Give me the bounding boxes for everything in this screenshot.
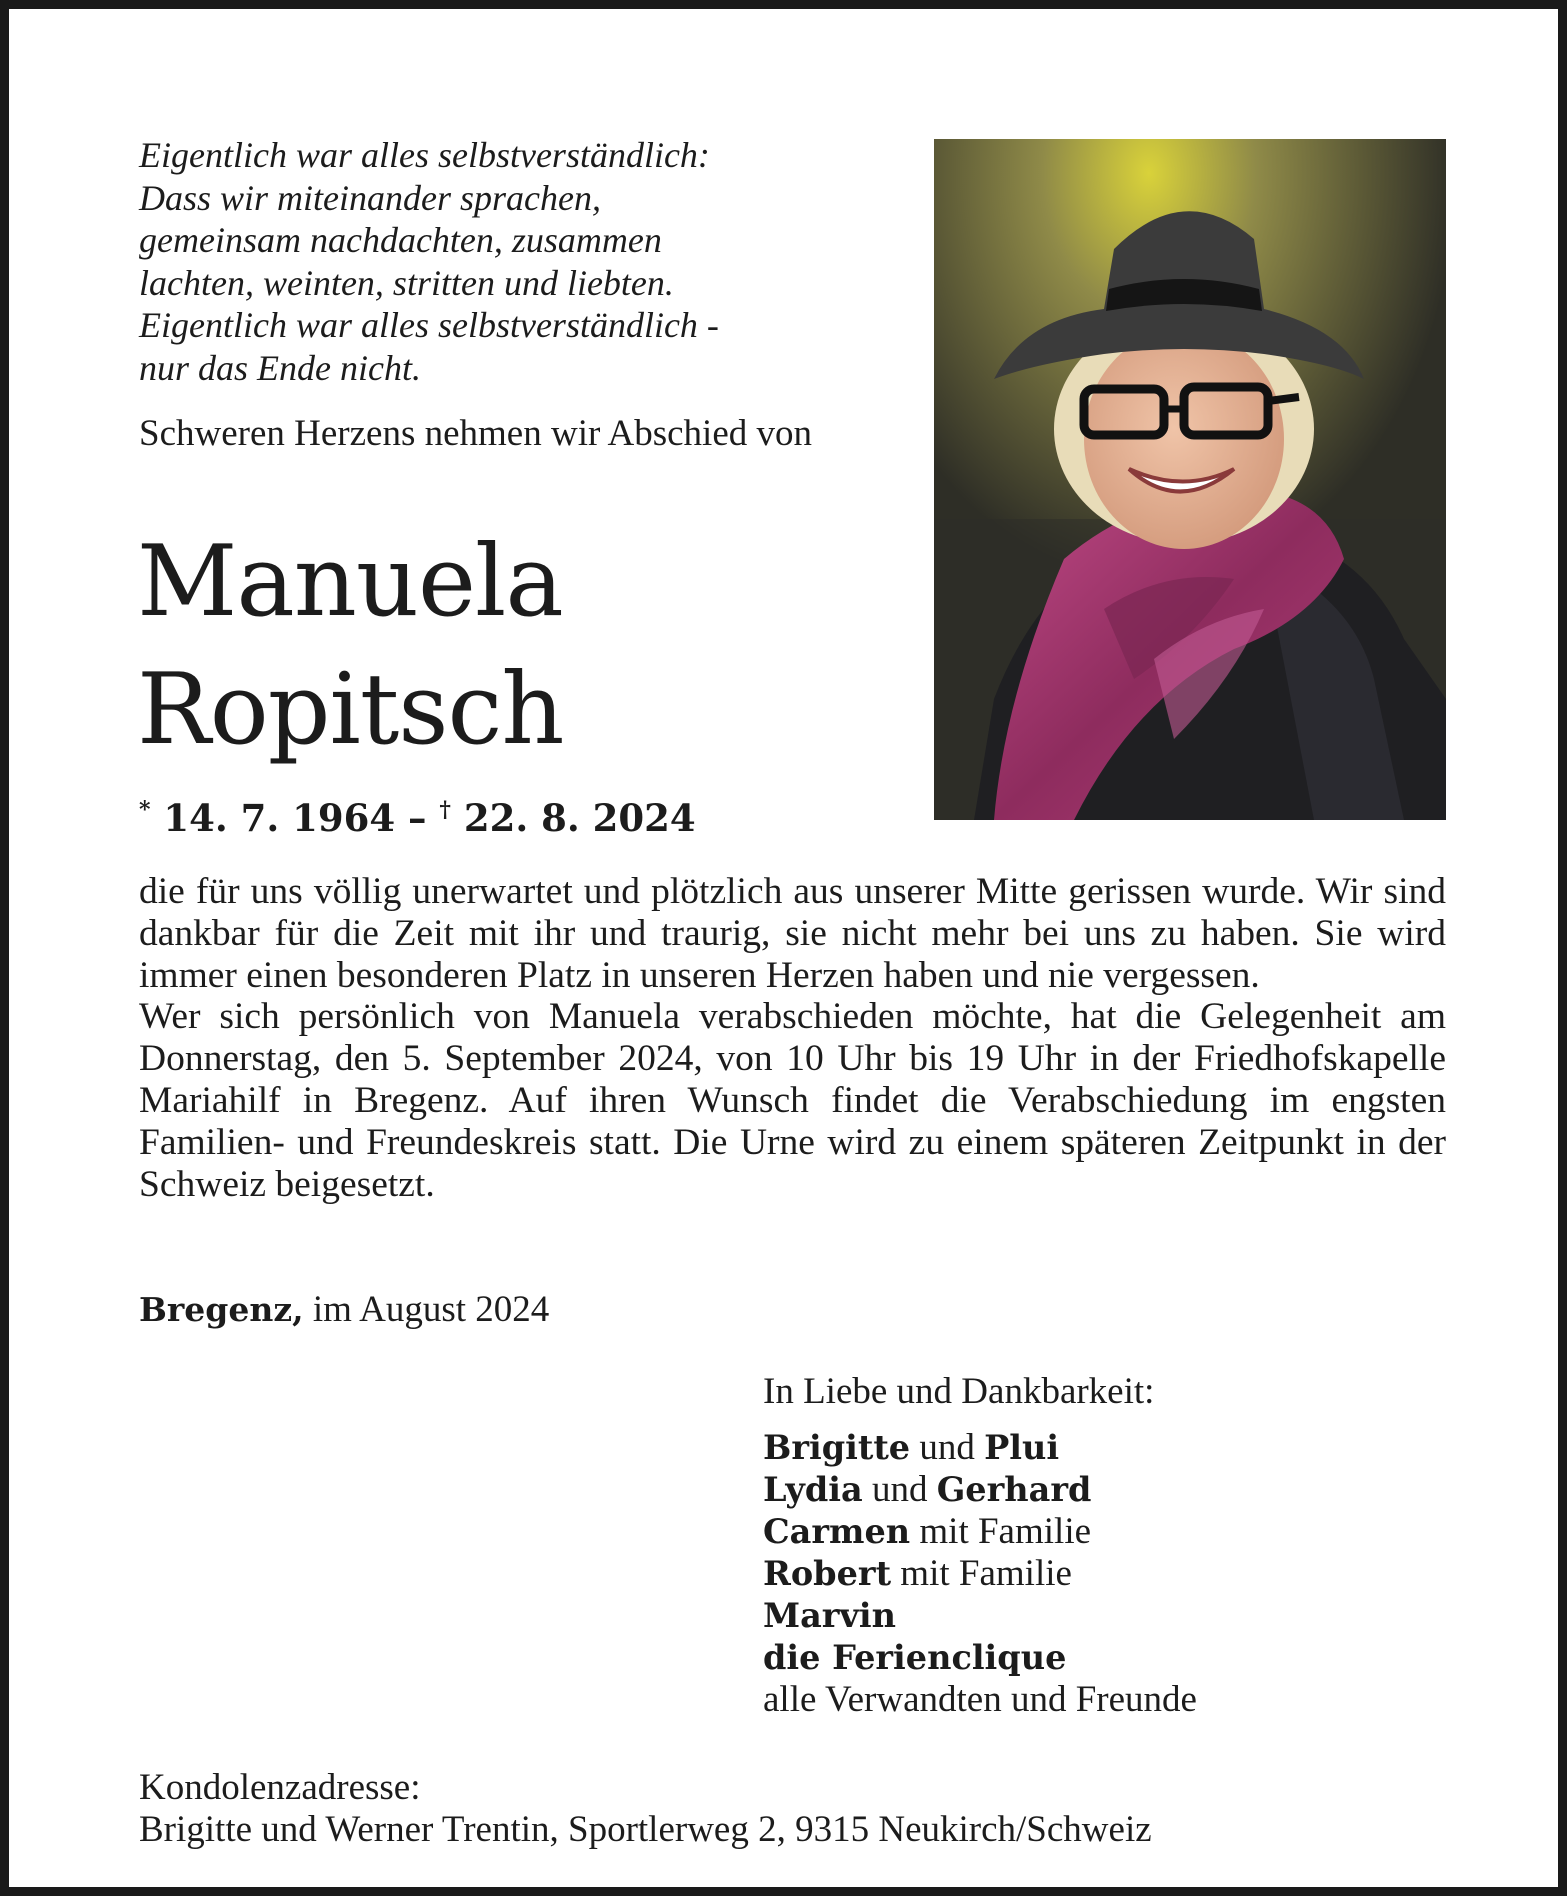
poem-line: Eigentlich war alles selbstverständlich - <box>139 305 719 345</box>
poem-line: gemeinsam nachdachten, zusammen <box>139 220 662 260</box>
obituary-body <box>139 871 1446 1205</box>
body-paragraph: Wer sich persönlich von Manuela verabschieden möchte, hat die Gelegenheit am Donnerstag, den 5. September 2024, von 10 Uhr bis 19 Uhr in der Friedhofskapelle Mariahilf in Bregenz. Auf ihren Wunsch findet die Verabschiedung im engsten Familien- und Freundeskreis statt. Die Urne wird zu einem späteren Zeitpunkt in der Schweiz beigesetzt. <box>139 996 1446 1205</box>
farewell-intro: Schweren Herzens nehmen wir Abschied von <box>139 413 812 454</box>
date: im August 2024 <box>303 1289 550 1330</box>
closing-phrase: In Liebe und Dankbarkeit: <box>763 1371 1155 1412</box>
death-date: 22. 8. 2024 <box>463 796 696 840</box>
life-dates <box>139 788 696 840</box>
poem-line: Eigentlich war alles selbstverständlich: <box>139 135 710 175</box>
deceased-last-name: Ropitsch <box>137 653 564 767</box>
birth-date: 14. 7. 1964 <box>163 796 396 840</box>
memorial-poem <box>139 134 779 389</box>
list-item: Lydia und Gerhard <box>763 1469 1092 1510</box>
list-item: Marvin <box>763 1596 896 1635</box>
poem-line: Dass wir miteinander sprachen, <box>139 177 601 218</box>
place: Bregenz, <box>139 1290 304 1329</box>
date-separator: – <box>395 796 440 840</box>
deceased-first-name: Manuela <box>137 525 563 639</box>
list-item: alle Verwandten und Freunde <box>763 1679 1197 1720</box>
condolence-address <box>139 1767 1152 1851</box>
condolence-address-line: Brigitte und Werner Trentin, Sportlerweg 2, 9315 Neukirch/Schweiz <box>139 1809 1152 1850</box>
birth-star-icon: * <box>139 797 151 823</box>
list-item: Brigitte und Plui <box>763 1427 1060 1468</box>
mourners-list <box>763 1427 1197 1721</box>
list-item: Robert mit Familie <box>763 1553 1072 1594</box>
portrait-photo <box>934 139 1446 820</box>
poem-line: lachten, weinten, stritten und liebten. <box>139 262 674 303</box>
list-item: Carmen mit Familie <box>763 1511 1092 1552</box>
list-item: die Ferienclique <box>763 1638 1067 1677</box>
body-paragraph: die für uns völlig unerwartet und plötzlich aus unserer Mitte gerissen wurde. Wir sind dankbar für die Zeit mit ihr und traurig, sie nicht mehr bei uns zu haben. Sie wird immer einen besonderen Platz in unseren Herzen haben und nie vergessen. <box>139 871 1446 996</box>
condolence-label: Kondolenzadresse: <box>139 1767 421 1808</box>
poem-line: nur das Ende nicht. <box>139 347 421 388</box>
place-and-date <box>139 1289 549 1331</box>
portrait-illustration <box>934 139 1446 820</box>
death-cross-icon: † <box>439 797 451 823</box>
